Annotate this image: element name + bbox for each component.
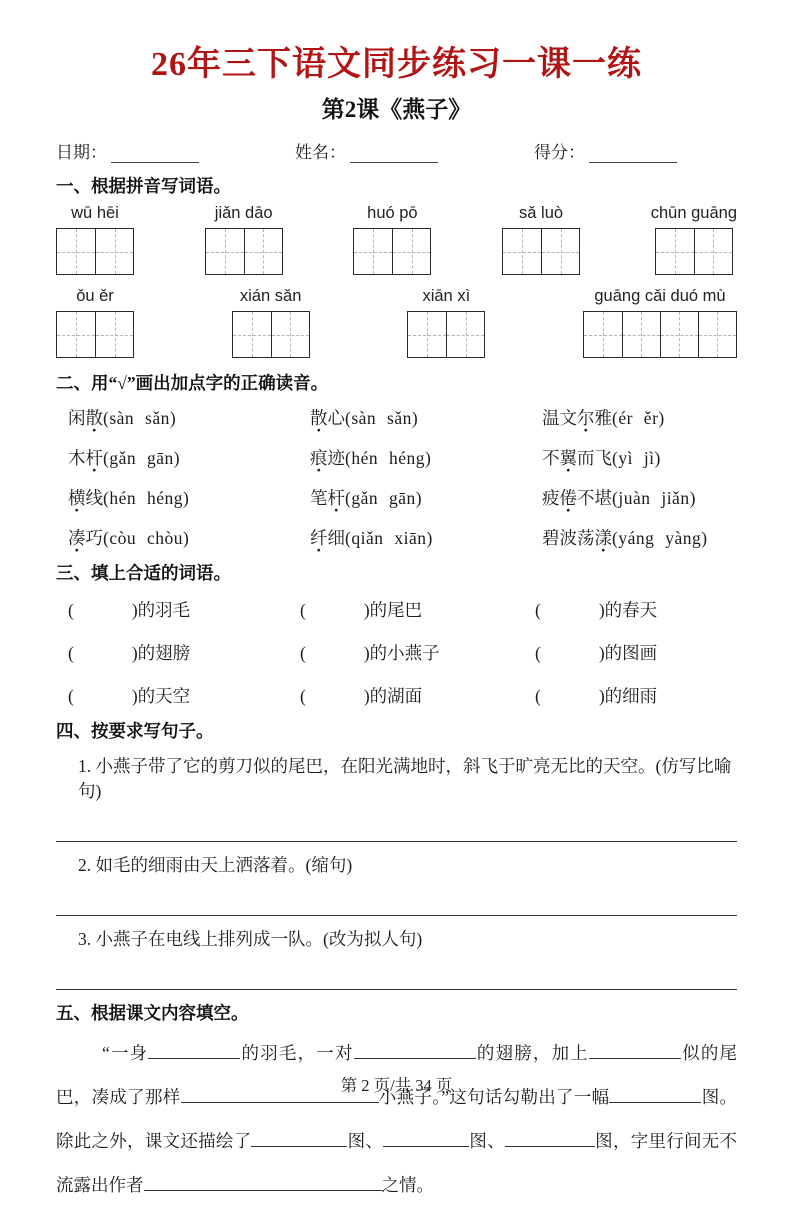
fill-blank — [354, 1042, 476, 1059]
paragraph-text: 图。除此之外，课文还描绘了 — [56, 1087, 738, 1151]
word-char: 尔 ● — [577, 405, 595, 430]
writing-grid — [353, 228, 431, 275]
open-paren: ( — [535, 600, 541, 620]
pinyin-label: wū hēi — [71, 204, 119, 222]
close-paren: ) — [598, 600, 605, 620]
writing-grid-cell — [660, 312, 698, 357]
word-char: 凑 ● — [68, 525, 86, 550]
writing-grid-cell — [95, 229, 133, 274]
writing-grid-cell — [622, 312, 660, 357]
close-paren: ) — [363, 643, 370, 663]
writing-grid-cell — [233, 312, 271, 357]
open-paren: ( — [535, 686, 541, 706]
word-char: 散 ● — [86, 405, 104, 430]
fill-blank — [148, 1042, 240, 1059]
pinyin-label: xiān xì — [422, 287, 471, 305]
phrase-item — [68, 683, 300, 708]
pinyin-label: guāng cǎi duó mù — [594, 287, 726, 305]
pinyin-grid-group — [56, 204, 134, 275]
answer-line — [56, 951, 737, 990]
word-char: 荡 — [577, 528, 595, 548]
pinyin-label: chūn guāng — [650, 204, 737, 222]
phrase-text: 的天空 — [137, 686, 191, 706]
word-char: 文 — [559, 408, 577, 428]
word-char: 巧 — [85, 528, 103, 548]
pinyin-options: (hén héng) — [103, 488, 190, 508]
dotted-word — [68, 528, 103, 548]
sentence-text: 3. 小燕子在电线上排列成一队。(改为拟人句) — [78, 929, 423, 949]
sentence-item — [56, 852, 737, 916]
pinyin-grid-group — [651, 204, 737, 275]
pronunciation-item — [310, 445, 542, 470]
phrase-text: 的小燕子 — [369, 643, 440, 663]
word-char: 疲 — [542, 488, 560, 508]
pinyin-grid-group — [583, 287, 737, 358]
writing-grid-cell — [244, 229, 282, 274]
dotted-word — [68, 448, 103, 468]
pinyin-grid-group — [205, 204, 283, 275]
paragraph-text: 似的尾巴，凑成了那样 — [56, 1043, 738, 1107]
paragraph-text: 的羽毛，一对 — [240, 1043, 354, 1063]
word-char: 不 — [577, 488, 595, 508]
pinyin-label: xián sǎn — [239, 287, 302, 305]
sentence-text: 1. 小燕子带了它的剪刀似的尾巴，在阳光满地时，斜飞于旷亮无比的天空。(仿写比喻句) — [78, 756, 732, 801]
pinyin-label: jiǎn dāo — [214, 204, 273, 222]
pinyin-options: (yáng yàng) — [612, 528, 708, 548]
word-char: 散 ● — [310, 405, 328, 430]
pinyin-options: (yì jì) — [612, 448, 661, 468]
word-char: 迹 — [327, 448, 345, 468]
section2-heading: 二、用“√”画出加点字的正确读音。 — [56, 373, 329, 393]
pronunciation-item — [68, 525, 310, 550]
pronunciation-item — [542, 485, 737, 510]
section4-heading: 四、按要求写句子。 — [56, 721, 214, 741]
pinyin-grid-group — [407, 287, 485, 358]
writing-grid — [232, 311, 310, 358]
word-char: 笔 — [310, 488, 328, 508]
dotted-word — [310, 488, 345, 508]
pronunciation-items — [68, 405, 737, 550]
writing-grid — [407, 311, 485, 358]
phrase-item — [535, 597, 737, 622]
phrase-item — [535, 640, 737, 665]
pronunciation-item — [310, 485, 542, 510]
pinyin-options: (gǎn gān) — [345, 488, 423, 508]
dotted-word — [310, 448, 345, 468]
pinyin-options: (ér ěr) — [612, 408, 665, 428]
word-char: 纤 ● — [310, 525, 328, 550]
writing-grid-cell — [206, 229, 244, 274]
pinyin-options: (qiǎn xiān) — [345, 528, 433, 548]
answer-line — [56, 803, 737, 842]
word-char: 堪 — [594, 488, 612, 508]
close-paren: ) — [131, 686, 138, 706]
dotted-word — [310, 408, 345, 428]
fill-blank — [589, 1042, 681, 1059]
pinyin-label: huó pō — [367, 204, 418, 222]
word-char: 闲 — [68, 408, 86, 428]
section1-heading: 一、根据拼音写词语。 — [56, 176, 231, 196]
open-paren: ( — [300, 600, 306, 620]
word-char: 翼 ● — [560, 445, 578, 470]
word-char: 倦 ● — [560, 485, 578, 510]
pinyin-options: (gǎn gān) — [103, 448, 181, 468]
open-paren: ( — [68, 686, 74, 706]
pronunciation-item — [542, 445, 737, 470]
fill-blank — [505, 1130, 595, 1147]
phrase-item — [68, 597, 300, 622]
fill-blank — [383, 1130, 469, 1147]
name-label: 姓名： — [295, 143, 346, 162]
phrase-item — [300, 597, 535, 622]
pronunciation-item — [542, 405, 737, 430]
pinyin-writing-area — [56, 204, 737, 358]
open-paren: ( — [68, 643, 74, 663]
writing-grid-cell — [408, 312, 446, 357]
pinyin-options: (sàn sǎn) — [345, 408, 419, 428]
writing-grid-cell — [95, 312, 133, 357]
close-paren: ) — [131, 600, 138, 620]
dotted-word — [542, 408, 612, 428]
dotted-word — [310, 528, 345, 548]
section3-heading: 三、填上合适的词语。 — [56, 563, 231, 583]
phrase-item — [68, 640, 300, 665]
dotted-word — [68, 488, 103, 508]
word-char: 横 ● — [68, 485, 86, 510]
pinyin-label: sǎ luò — [519, 204, 564, 222]
writing-grid-cell — [446, 312, 484, 357]
phrase-text: 的细雨 — [604, 686, 658, 706]
close-paren: ) — [363, 600, 370, 620]
pinyin-options: (sàn sǎn) — [103, 408, 177, 428]
close-paren: ) — [598, 686, 605, 706]
word-char: 木 — [68, 448, 86, 468]
pronunciation-item — [68, 485, 310, 510]
phrase-text: 的尾巴 — [369, 600, 423, 620]
sentence-item — [56, 926, 737, 990]
section5-heading: 五、根据课文内容填空。 — [56, 1003, 249, 1023]
writing-grid-cell — [656, 229, 694, 274]
pinyin-options: (hén héng) — [345, 448, 432, 468]
name-field — [295, 138, 438, 163]
paragraph-text: “一身 — [102, 1043, 149, 1063]
writing-grid-cell — [57, 229, 95, 274]
close-paren: ) — [131, 643, 138, 663]
answer-line — [56, 877, 737, 916]
pinyin-label: ǒu ěr — [76, 287, 114, 305]
dotted-word — [542, 448, 612, 468]
word-char: 痕 ● — [310, 445, 328, 470]
dotted-word — [542, 488, 612, 508]
phrase-item — [300, 683, 535, 708]
word-char: 心 — [327, 408, 345, 428]
pinyin-grid-group — [232, 287, 310, 358]
word-char: 碧 — [542, 528, 560, 548]
open-paren: ( — [300, 643, 306, 663]
pinyin-grid-group — [56, 287, 134, 358]
pronunciation-item — [310, 525, 542, 550]
page-title: 26年三下语文同步练习一课一练 — [151, 46, 642, 83]
fill-blank — [251, 1130, 347, 1147]
writing-grid — [502, 228, 580, 275]
date-label: 日期： — [56, 143, 107, 162]
phrase-text: 的湖面 — [369, 686, 423, 706]
dotted-word — [68, 408, 103, 428]
info-row — [56, 138, 737, 163]
sentence-item — [56, 753, 737, 842]
word-char: 雅 — [594, 408, 612, 428]
phrase-text: 的翅膀 — [137, 643, 191, 663]
pinyin-grid-group — [502, 204, 580, 275]
word-char: 飞 — [594, 448, 612, 468]
writing-grid — [56, 311, 134, 358]
sentence-items — [56, 753, 737, 990]
open-paren: ( — [68, 600, 74, 620]
sentence-text: 2. 如毛的细雨由天上洒落着。(缩句) — [78, 855, 353, 875]
writing-grid — [205, 228, 283, 275]
pinyin-options: (còu chòu) — [103, 528, 190, 548]
phrase-text: 的羽毛 — [137, 600, 191, 620]
writing-grid — [583, 311, 737, 358]
paragraph-text: 图、 — [469, 1131, 505, 1151]
pinyin-options: (juàn jiǎn) — [612, 488, 696, 508]
pinyin-grid-row — [56, 287, 737, 358]
paragraph-text: 小燕子。”这句话勾勒出了一幅 — [378, 1087, 610, 1107]
name-blank — [350, 144, 438, 163]
lesson-subtitle: 第2课《燕子》 — [321, 97, 472, 122]
phrase-item — [535, 683, 737, 708]
writing-grid-cell — [392, 229, 430, 274]
phrase-text: 的春天 — [604, 600, 658, 620]
pinyin-grid-row — [56, 204, 737, 275]
writing-grid-cell — [503, 229, 541, 274]
pronunciation-item — [68, 445, 310, 470]
writing-grid-cell — [354, 229, 392, 274]
word-char: 漾 ● — [595, 525, 613, 550]
writing-grid-cell — [57, 312, 95, 357]
word-char: 波 — [559, 528, 577, 548]
pronunciation-item — [542, 525, 737, 550]
close-paren: ) — [363, 686, 370, 706]
pronunciation-item — [68, 405, 310, 430]
page-number: 第 2 页/共 34 页 — [340, 1076, 453, 1095]
open-paren: ( — [535, 643, 541, 663]
fill-blank — [144, 1174, 382, 1191]
writing-grid-cell — [698, 312, 736, 357]
writing-grid — [655, 228, 733, 275]
pronunciation-item — [310, 405, 542, 430]
writing-grid-cell — [584, 312, 622, 357]
writing-grid-cell — [694, 229, 732, 274]
phrase-text: 的图画 — [604, 643, 658, 663]
word-char: 而 — [577, 448, 595, 468]
phrase-item — [300, 640, 535, 665]
paragraph-text: 图、 — [347, 1131, 384, 1151]
word-char: 细 — [327, 528, 345, 548]
phrase-items — [68, 597, 737, 708]
writing-grid — [56, 228, 134, 275]
writing-grid-cell — [271, 312, 309, 357]
paragraph-text: 图，字里行间无不流露出作者 — [56, 1131, 738, 1195]
score-label: 得分： — [534, 143, 585, 162]
word-char: 不 — [542, 448, 560, 468]
score-field — [534, 138, 677, 163]
paragraph-text: 的翅膀，加上 — [475, 1043, 589, 1063]
fill-in-paragraph — [56, 1031, 737, 1207]
score-blank — [589, 144, 677, 163]
pinyin-grid-group — [353, 204, 431, 275]
date-field — [56, 138, 199, 163]
close-paren: ) — [598, 643, 605, 663]
word-char: 线 — [85, 488, 103, 508]
date-blank — [111, 144, 199, 163]
word-char: 温 — [542, 408, 560, 428]
paragraph-text: 之情。 — [381, 1175, 434, 1195]
writing-grid-cell — [541, 229, 579, 274]
dotted-word — [542, 528, 612, 548]
word-char: 杆 ● — [328, 485, 346, 510]
open-paren: ( — [300, 686, 306, 706]
word-char: 杆 ● — [86, 445, 104, 470]
